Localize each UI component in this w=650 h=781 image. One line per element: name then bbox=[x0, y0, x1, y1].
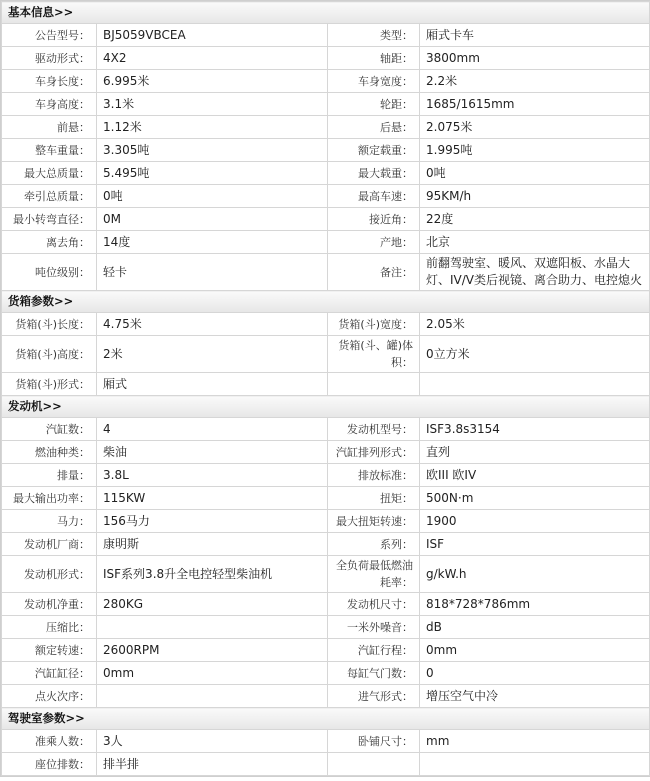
table-row bbox=[2, 685, 650, 708]
spec-value: ISF3.8s3154 bbox=[420, 418, 650, 441]
section-title: 驾驶室参数>> bbox=[2, 708, 650, 730]
spec-label: 发动机型号： bbox=[328, 418, 420, 441]
spec-label: 发动机厂商： bbox=[2, 533, 97, 556]
table-row bbox=[2, 510, 650, 533]
spec-value: 欧III 欧IV bbox=[420, 464, 650, 487]
spec-value: 2600RPM bbox=[97, 639, 328, 662]
spec-label: 车身宽度： bbox=[328, 70, 420, 93]
spec-label: 货箱(斗)形式： bbox=[2, 373, 97, 396]
spec-value: 增压空气中冷 bbox=[420, 685, 650, 708]
section-title: 发动机>> bbox=[2, 396, 650, 418]
spec-value: 5.495吨 bbox=[97, 162, 328, 185]
spec-label: 吨位级别： bbox=[2, 254, 97, 291]
spec-label: 离去角： bbox=[2, 231, 97, 254]
spec-label: 备注： bbox=[328, 254, 420, 291]
spec-value: 156马力 bbox=[97, 510, 328, 533]
spec-value: 厢式 bbox=[97, 373, 328, 396]
spec-value: BJ5059VBCEA bbox=[97, 24, 328, 47]
spec-label: 公告型号： bbox=[2, 24, 97, 47]
spec-label: 轮距： bbox=[328, 93, 420, 116]
spec-value: 2.075米 bbox=[420, 116, 650, 139]
spec-label: 车身长度： bbox=[2, 70, 97, 93]
spec-value: 排半排 bbox=[97, 753, 328, 776]
spec-label: 货箱(斗、罐)体积： bbox=[328, 336, 420, 373]
spec-label: 系列： bbox=[328, 533, 420, 556]
spec-value: 2.2米 bbox=[420, 70, 650, 93]
table-row bbox=[2, 639, 650, 662]
spec-label: 座位排数： bbox=[2, 753, 97, 776]
spec-label: 马力： bbox=[2, 510, 97, 533]
spec-label: 汽缸缸径： bbox=[2, 662, 97, 685]
table-row bbox=[2, 730, 650, 753]
spec-label: 后悬： bbox=[328, 116, 420, 139]
spec-label: 进气形式： bbox=[328, 685, 420, 708]
spec-value: 0mm bbox=[420, 639, 650, 662]
spec-label: 牵引总质量： bbox=[2, 185, 97, 208]
section-header bbox=[2, 291, 650, 313]
table-row bbox=[2, 753, 650, 776]
spec-label: 卧铺尺寸： bbox=[328, 730, 420, 753]
spec-value: 818*728*786mm bbox=[420, 593, 650, 616]
spec-label: 最大总质量： bbox=[2, 162, 97, 185]
spec-label: 汽缸排列形式： bbox=[328, 441, 420, 464]
spec-label: 准乘人数： bbox=[2, 730, 97, 753]
table-row bbox=[2, 487, 650, 510]
spec-label: 一米外噪音： bbox=[328, 616, 420, 639]
table-row bbox=[2, 418, 650, 441]
spec-label: 额定转速： bbox=[2, 639, 97, 662]
spec-value: 1.12米 bbox=[97, 116, 328, 139]
spec-label: 全负荷最低燃油耗率： bbox=[328, 556, 420, 593]
spec-value: 1685/1615mm bbox=[420, 93, 650, 116]
spec-value: 厢式卡车 bbox=[420, 24, 650, 47]
spec-value: 北京 bbox=[420, 231, 650, 254]
spec-label: 类型： bbox=[328, 24, 420, 47]
spec-value: 95KM/h bbox=[420, 185, 650, 208]
table-row bbox=[2, 441, 650, 464]
spec-value: 轻卡 bbox=[97, 254, 328, 291]
spec-value: 115KW bbox=[97, 487, 328, 510]
section-title: 货箱参数>> bbox=[2, 291, 650, 313]
spec-label: 发动机净重： bbox=[2, 593, 97, 616]
spec-label: 接近角： bbox=[328, 208, 420, 231]
spec-value: 柴油 bbox=[97, 441, 328, 464]
section-title: 基本信息>> bbox=[2, 2, 650, 24]
spec-label: 最高车速： bbox=[328, 185, 420, 208]
spec-label: 整车重量： bbox=[2, 139, 97, 162]
spec-label: 车身高度： bbox=[2, 93, 97, 116]
spec-value: 0立方米 bbox=[420, 336, 650, 373]
spec-label: 发动机尺寸： bbox=[328, 593, 420, 616]
table-row bbox=[2, 139, 650, 162]
spec-label: 货箱(斗)高度： bbox=[2, 336, 97, 373]
spec-value bbox=[97, 616, 328, 639]
spec-label: 货箱(斗)长度： bbox=[2, 313, 97, 336]
spec-value: ISF bbox=[420, 533, 650, 556]
table-row bbox=[2, 208, 650, 231]
spec-value: 2.05米 bbox=[420, 313, 650, 336]
spec-label bbox=[328, 373, 420, 396]
spec-value: 康明斯 bbox=[97, 533, 328, 556]
spec-value: 500N·m bbox=[420, 487, 650, 510]
spec-value: 0吨 bbox=[420, 162, 650, 185]
spec-label: 压缩比： bbox=[2, 616, 97, 639]
table-row bbox=[2, 93, 650, 116]
spec-label: 汽缸行程： bbox=[328, 639, 420, 662]
spec-value bbox=[420, 373, 650, 396]
spec-label: 燃油种类： bbox=[2, 441, 97, 464]
spec-value: 0M bbox=[97, 208, 328, 231]
spec-value: 前翻驾驶室、暖风、双遮阳板、水晶大灯、IV/V类后视镜、离合助力、电控熄火 bbox=[420, 254, 650, 291]
section-header bbox=[2, 2, 650, 24]
table-row bbox=[2, 254, 650, 291]
table-row bbox=[2, 70, 650, 93]
spec-value: 0mm bbox=[97, 662, 328, 685]
spec-value bbox=[97, 685, 328, 708]
spec-value: 3.305吨 bbox=[97, 139, 328, 162]
spec-value: g/kW.h bbox=[420, 556, 650, 593]
table-row bbox=[2, 662, 650, 685]
table-row bbox=[2, 47, 650, 70]
table-row bbox=[2, 373, 650, 396]
spec-value: 0吨 bbox=[97, 185, 328, 208]
spec-value: 4 bbox=[97, 418, 328, 441]
spec-label: 轴距： bbox=[328, 47, 420, 70]
table-row bbox=[2, 556, 650, 593]
spec-value: 1.995吨 bbox=[420, 139, 650, 162]
table-row bbox=[2, 533, 650, 556]
spec-value: dB bbox=[420, 616, 650, 639]
spec-label: 扭矩： bbox=[328, 487, 420, 510]
table-row bbox=[2, 162, 650, 185]
spec-value: 3.1米 bbox=[97, 93, 328, 116]
spec-label: 排放标准： bbox=[328, 464, 420, 487]
table-row bbox=[2, 116, 650, 139]
spec-label: 最大输出功率： bbox=[2, 487, 97, 510]
spec-value: 3人 bbox=[97, 730, 328, 753]
spec-label: 额定载重： bbox=[328, 139, 420, 162]
spec-table bbox=[1, 1, 650, 776]
spec-value: 4X2 bbox=[97, 47, 328, 70]
spec-label bbox=[328, 753, 420, 776]
spec-label: 前悬： bbox=[2, 116, 97, 139]
spec-label: 驱动形式： bbox=[2, 47, 97, 70]
spec-value: 4.75米 bbox=[97, 313, 328, 336]
spec-label: 产地： bbox=[328, 231, 420, 254]
spec-value: 22度 bbox=[420, 208, 650, 231]
table-row bbox=[2, 313, 650, 336]
table-row bbox=[2, 24, 650, 47]
spec-label: 点火次序： bbox=[2, 685, 97, 708]
spec-value: 3.8L bbox=[97, 464, 328, 487]
spec-value: 6.995米 bbox=[97, 70, 328, 93]
spec-label: 每缸气门数： bbox=[328, 662, 420, 685]
spec-value: 14度 bbox=[97, 231, 328, 254]
table-row bbox=[2, 185, 650, 208]
spec-label: 最大载重： bbox=[328, 162, 420, 185]
table-row bbox=[2, 616, 650, 639]
spec-value: 0 bbox=[420, 662, 650, 685]
section-header bbox=[2, 396, 650, 418]
spec-value bbox=[420, 753, 650, 776]
table-row bbox=[2, 593, 650, 616]
spec-label: 最小转弯直径： bbox=[2, 208, 97, 231]
spec-label: 排量： bbox=[2, 464, 97, 487]
spec-value: 1900 bbox=[420, 510, 650, 533]
spec-label: 汽缸数： bbox=[2, 418, 97, 441]
spec-value: mm bbox=[420, 730, 650, 753]
spec-label: 发动机形式： bbox=[2, 556, 97, 593]
spec-value: 直列 bbox=[420, 441, 650, 464]
spec-label: 货箱(斗)宽度： bbox=[328, 313, 420, 336]
spec-value: 280KG bbox=[97, 593, 328, 616]
table-row bbox=[2, 464, 650, 487]
table-row bbox=[2, 336, 650, 373]
spec-value: 2米 bbox=[97, 336, 328, 373]
spec-value: 3800mm bbox=[420, 47, 650, 70]
spec-label: 最大扭矩转速： bbox=[328, 510, 420, 533]
spec-value: ISF系列3.8升全电控轻型柴油机 bbox=[97, 556, 328, 593]
section-header bbox=[2, 708, 650, 730]
table-row bbox=[2, 231, 650, 254]
